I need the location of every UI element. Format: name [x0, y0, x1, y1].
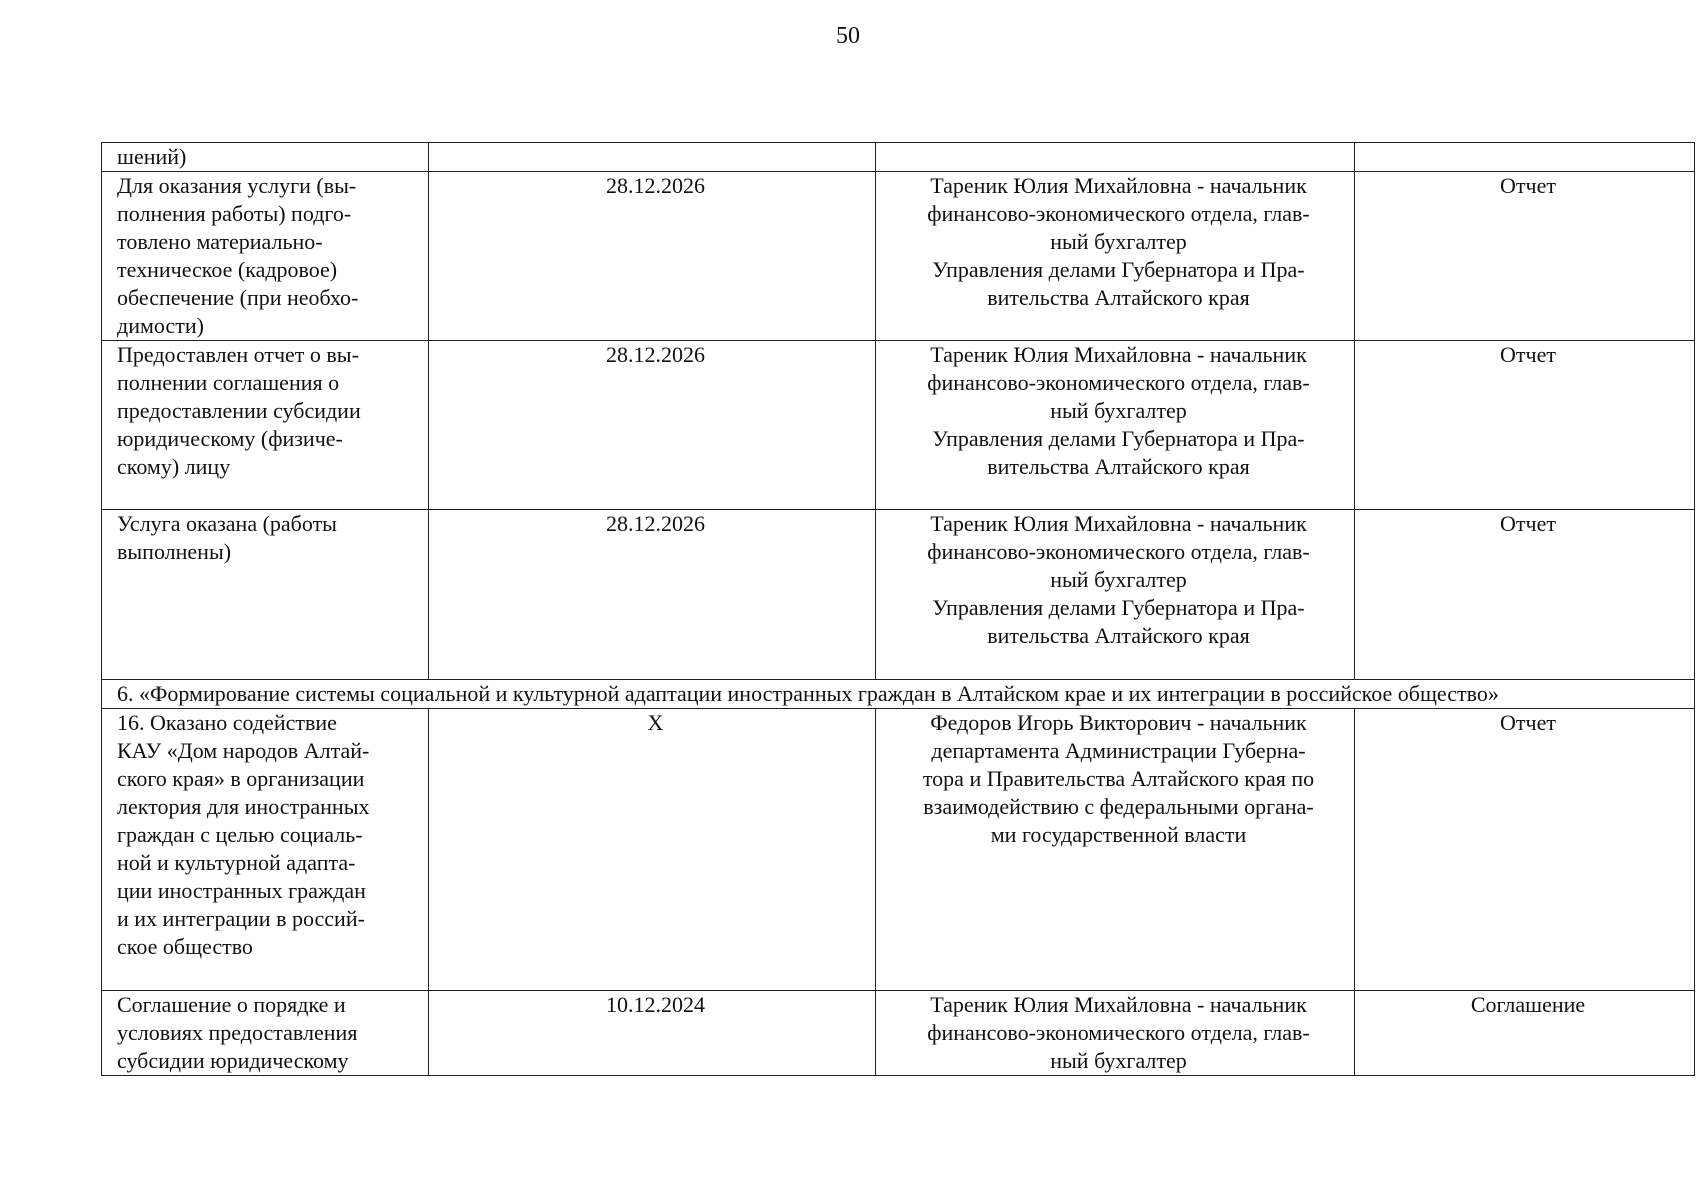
table-row: [102, 172, 1695, 341]
responsible-line: департамента Администрации Губерна-: [931, 738, 1306, 763]
responsible-line: Управления делами Губернатора и Пра-: [932, 426, 1305, 451]
responsible-line: ный бухгалтер: [1050, 567, 1187, 592]
document-cell: Отчет: [1355, 709, 1695, 991]
responsible-cell: [876, 143, 1355, 172]
document-cell: Отчет: [1355, 510, 1695, 680]
responsible-line: вительства Алтайского края: [987, 285, 1250, 310]
event-line: техническое (кадровое): [117, 257, 338, 282]
responsible-line: ми государственной власти: [990, 822, 1247, 847]
document-cell: Отчет: [1355, 341, 1695, 510]
responsible-line: взаимодействию с федеральными органа-: [923, 794, 1314, 819]
event-line: Предоставлен отчет о вы-: [117, 342, 359, 367]
event-line: ции иностранных граждан: [117, 878, 366, 903]
responsible-line: вительства Алтайского края: [987, 454, 1250, 479]
date-cell: X: [429, 709, 876, 991]
event-line: выполнены): [117, 539, 232, 564]
event-line: и их интеграции в россий-: [117, 906, 365, 931]
event-line: товлено материально-: [117, 229, 323, 254]
event-cell: [102, 143, 429, 172]
table-row: [102, 709, 1695, 991]
responsible-line: Тареник Юлия Михайловна - начальник: [930, 173, 1307, 198]
section-row: [102, 680, 1695, 709]
event-line: предоставлении субсидии: [117, 398, 361, 423]
event-line: шений): [117, 144, 187, 169]
responsible-line: вительства Алтайского края: [987, 623, 1250, 648]
event-line: условиях предоставления: [117, 1020, 358, 1045]
page-number: 50: [836, 23, 860, 49]
date-cell: [429, 143, 876, 172]
event-cell: [102, 991, 429, 1076]
document-cell: Соглашение: [1355, 991, 1695, 1076]
date-cell: 10.12.2024: [429, 991, 876, 1076]
event-line: КАУ «Дом народов Алтай-: [117, 738, 370, 763]
event-cell: [102, 341, 429, 510]
table-row: [102, 991, 1695, 1076]
responsible-cell: [876, 510, 1355, 680]
event-line: ной и культурной адапта-: [117, 850, 356, 875]
responsible-line: ный бухгалтер: [1050, 1048, 1187, 1073]
table-row: [102, 143, 1695, 172]
date-cell: 28.12.2026: [429, 341, 876, 510]
plan-table: [101, 142, 1695, 1076]
table-row: [102, 341, 1695, 510]
event-line: граждан с целью социаль-: [117, 822, 363, 847]
event-line: лектория для иностранных: [117, 794, 370, 819]
event-line: полнении соглашения о: [117, 370, 340, 395]
event-line: ского края» в организации: [117, 766, 365, 791]
responsible-line: ный бухгалтер: [1050, 398, 1187, 423]
document-cell: [1355, 143, 1695, 172]
event-line: Услуга оказана (работы: [117, 511, 337, 536]
table-row: [102, 510, 1695, 680]
responsible-line: Управления делами Губернатора и Пра-: [932, 595, 1305, 620]
responsible-line: Тареник Юлия Михайловна - начальник: [930, 511, 1307, 536]
event-line: димости): [117, 313, 204, 338]
responsible-line: Управления делами Губернатора и Пра-: [932, 257, 1305, 282]
responsible-line: финансово-экономического отдела, глав-: [927, 1020, 1310, 1045]
event-line: юридическому (физиче-: [117, 426, 343, 451]
responsible-line: финансово-экономического отдела, глав-: [927, 370, 1310, 395]
responsible-line: Федоров Игорь Викторович - начальник: [930, 710, 1307, 735]
event-line: 16. Оказано содействие: [117, 710, 337, 735]
section-title: 6. «Формирование системы социальной и культурной адаптации иностранных граждан в Алтайском крае и их интеграции в российское общество»: [102, 680, 1695, 709]
event-line: Соглашение о порядке и: [117, 992, 346, 1017]
responsible-cell: [876, 172, 1355, 341]
event-line: скому) лицу: [117, 454, 231, 479]
event-cell: [102, 172, 429, 341]
responsible-line: тора и Правительства Алтайского края по: [922, 766, 1315, 791]
responsible-line: финансово-экономического отдела, глав-: [927, 539, 1310, 564]
event-line: ское общество: [117, 934, 253, 959]
document-cell: Отчет: [1355, 172, 1695, 341]
event-line: обеспечение (при необхо-: [117, 285, 359, 310]
responsible-line: Тареник Юлия Михайловна - начальник: [930, 342, 1307, 367]
date-cell: 28.12.2026: [429, 172, 876, 341]
responsible-line: финансово-экономического отдела, глав-: [927, 201, 1310, 226]
responsible-line: Тареник Юлия Михайловна - начальник: [930, 992, 1307, 1017]
event-cell: [102, 510, 429, 680]
event-cell: [102, 709, 429, 991]
responsible-cell: [876, 341, 1355, 510]
responsible-cell: [876, 709, 1355, 991]
event-line: полнения работы) подго-: [117, 201, 352, 226]
responsible-line: ный бухгалтер: [1050, 229, 1187, 254]
event-line: субсидии юридическому: [117, 1048, 349, 1073]
responsible-cell: [876, 991, 1355, 1076]
event-line: Для оказания услуги (вы-: [117, 173, 357, 198]
date-cell: 28.12.2026: [429, 510, 876, 680]
